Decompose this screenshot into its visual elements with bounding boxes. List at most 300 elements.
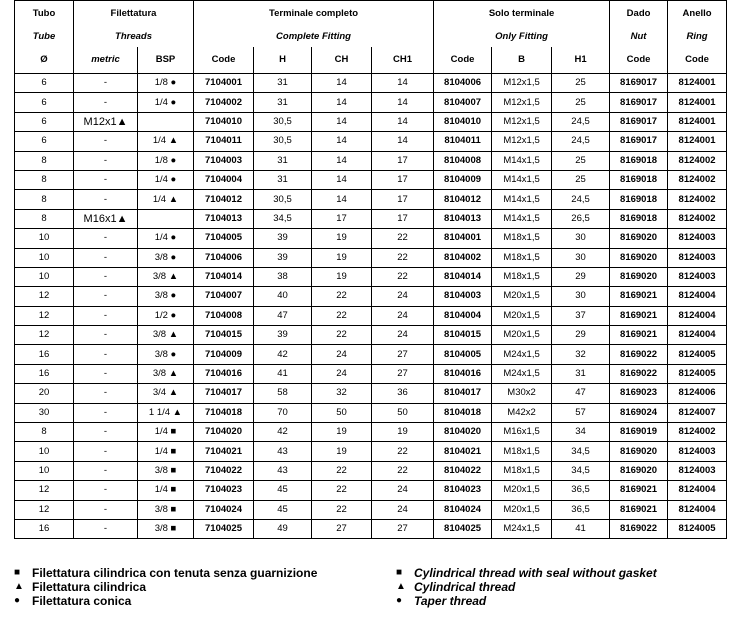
code-complete-cell: 7104004: [194, 170, 254, 189]
code-complete-cell: 7104005: [194, 229, 254, 248]
code-ring-cell: 8124001: [668, 112, 727, 131]
code-complete-cell: 7104024: [194, 500, 254, 519]
h1-cell: 36,5: [552, 500, 610, 519]
code-nut-cell: 8169020: [610, 267, 668, 286]
metric-cell: -: [74, 74, 138, 93]
circle-icon: ●: [14, 595, 21, 606]
table-row: [15, 93, 727, 112]
ch1-cell: 36: [372, 384, 434, 403]
code-nut-cell: 8169020: [610, 248, 668, 267]
bsp-cell: 3/8 ■: [138, 500, 194, 519]
ch1-cell: 24: [372, 481, 434, 500]
b-cell: M12x1,5: [492, 74, 552, 93]
code-nut-cell: 8169021: [610, 481, 668, 500]
h1-cell: 26,5: [552, 209, 610, 228]
b-cell: M42x2: [492, 403, 552, 422]
code-ring-cell: 8124003: [668, 248, 727, 267]
ch-cell: 24: [312, 345, 372, 364]
tube-cell: 30: [15, 403, 74, 422]
h1-cell: 34,5: [552, 461, 610, 480]
h1-cell: 32: [552, 345, 610, 364]
ch-cell: 14: [312, 170, 372, 189]
metric-cell: -: [74, 287, 138, 306]
code-ring-cell: 8124002: [668, 190, 727, 209]
code-nut-cell: 8169018: [610, 170, 668, 189]
metric-cell: -: [74, 500, 138, 519]
metric-cell: -: [74, 403, 138, 422]
bsp-cell: 3/4 ▲: [138, 384, 194, 403]
tube-cell: 8: [15, 209, 74, 228]
code-nut-cell: 8169021: [610, 500, 668, 519]
ch1-cell: 17: [372, 151, 434, 170]
code-complete-cell: 7104023: [194, 481, 254, 500]
ch1-cell: 27: [372, 345, 434, 364]
table-row: [15, 132, 727, 151]
bsp-cell: 3/8 ■: [138, 519, 194, 538]
code-only-cell: 8104016: [434, 364, 492, 383]
square-icon: ■: [14, 567, 21, 578]
code-complete-cell: 7104008: [194, 306, 254, 325]
h1-cell: 34: [552, 423, 610, 442]
table-row: [15, 461, 727, 480]
code-only-cell: 8104013: [434, 209, 492, 228]
metric-cell: -: [74, 248, 138, 267]
table-row: [15, 306, 727, 325]
header-ch: CH: [312, 47, 372, 74]
h1-cell: 29: [552, 326, 610, 345]
ch1-cell: 24: [372, 287, 434, 306]
code-ring-cell: 8124004: [668, 326, 727, 345]
h-cell: 31: [254, 93, 312, 112]
h-cell: 39: [254, 248, 312, 267]
b-cell: M12x1,5: [492, 93, 552, 112]
header-tube: Tube: [15, 27, 74, 47]
legend-item: [14, 580, 317, 594]
table-row: [15, 170, 727, 189]
h1-cell: 25: [552, 170, 610, 189]
code-only-cell: 8104017: [434, 384, 492, 403]
h1-cell: 57: [552, 403, 610, 422]
ch1-cell: 17: [372, 170, 434, 189]
legend-text: Filettatura cilindrica: [32, 580, 147, 594]
code-only-cell: 8104012: [434, 190, 492, 209]
ch-cell: 19: [312, 442, 372, 461]
triangle-icon: ▲: [14, 581, 24, 592]
h-cell: 47: [254, 306, 312, 325]
metric-cell: M12x1▲: [74, 112, 138, 131]
h1-cell: 30: [552, 248, 610, 267]
code-complete-cell: 7104007: [194, 287, 254, 306]
b-cell: M12x1,5: [492, 112, 552, 131]
code-nut-cell: 8169021: [610, 326, 668, 345]
code-nut-cell: 8169022: [610, 519, 668, 538]
code-ring-cell: 8124003: [668, 461, 727, 480]
code-nut-cell: 8169018: [610, 209, 668, 228]
metric-cell: -: [74, 364, 138, 383]
h-cell: 42: [254, 345, 312, 364]
legend-text: Filettatura cilindrica con tenuta senza guarnizione: [32, 566, 318, 580]
table-row: [15, 267, 727, 286]
code-complete-cell: 7104021: [194, 442, 254, 461]
code-ring-cell: 8124006: [668, 384, 727, 403]
h-cell: 43: [254, 442, 312, 461]
h-cell: 41: [254, 364, 312, 383]
table-row: [15, 500, 727, 519]
table-row: [15, 481, 727, 500]
code-nut-cell: 8169021: [610, 287, 668, 306]
code-nut-cell: 8169019: [610, 423, 668, 442]
ch-cell: 14: [312, 151, 372, 170]
tube-cell: 10: [15, 229, 74, 248]
code-complete-cell: 7104016: [194, 364, 254, 383]
code-nut-cell: 8169017: [610, 93, 668, 112]
code-only-cell: 8104020: [434, 423, 492, 442]
h1-cell: 29: [552, 267, 610, 286]
tube-cell: 8: [15, 170, 74, 189]
ch-cell: 14: [312, 112, 372, 131]
legend-italian: [14, 566, 317, 608]
ch1-cell: 50: [372, 403, 434, 422]
code-ring-cell: 8124002: [668, 209, 727, 228]
h-cell: 45: [254, 481, 312, 500]
code-ring-cell: 8124002: [668, 170, 727, 189]
legend-item: [396, 580, 657, 594]
code-complete-cell: 7104010: [194, 112, 254, 131]
h1-cell: 36,5: [552, 481, 610, 500]
header-filettatura: Filettatura: [74, 1, 194, 28]
code-ring-cell: 8124004: [668, 306, 727, 325]
tube-cell: 12: [15, 500, 74, 519]
b-cell: M20x1,5: [492, 287, 552, 306]
code-nut-cell: 8169017: [610, 132, 668, 151]
header-threads: Threads: [74, 27, 194, 47]
bsp-cell: [138, 209, 194, 228]
legend-text: Cylindrical thread: [414, 580, 516, 594]
header-b: B: [492, 47, 552, 74]
legend-item: [396, 566, 657, 580]
ch-cell: 22: [312, 481, 372, 500]
bsp-cell: 1/8 ●: [138, 151, 194, 170]
h-cell: 31: [254, 74, 312, 93]
code-ring-cell: 8124005: [668, 519, 727, 538]
code-only-cell: 8104024: [434, 500, 492, 519]
b-cell: M20x1,5: [492, 500, 552, 519]
metric-cell: -: [74, 519, 138, 538]
ch-cell: 22: [312, 287, 372, 306]
metric-cell: -: [74, 384, 138, 403]
h-cell: 40: [254, 287, 312, 306]
code-only-cell: 8104010: [434, 112, 492, 131]
table-row: [15, 345, 727, 364]
code-only-cell: 8104001: [434, 229, 492, 248]
code-nut-cell: 8169020: [610, 461, 668, 480]
metric-cell: -: [74, 423, 138, 442]
b-cell: M14x1,5: [492, 151, 552, 170]
code-ring-cell: 8124003: [668, 442, 727, 461]
header-dado: Dado: [610, 1, 668, 28]
metric-cell: -: [74, 481, 138, 500]
bsp-cell: [138, 112, 194, 131]
ch-cell: 19: [312, 423, 372, 442]
tube-cell: 6: [15, 112, 74, 131]
bsp-cell: 3/8 ▲: [138, 267, 194, 286]
code-complete-cell: 7104012: [194, 190, 254, 209]
header-ch1: CH1: [372, 47, 434, 74]
code-nut-cell: 8169024: [610, 403, 668, 422]
ch-cell: 19: [312, 248, 372, 267]
ch-cell: 22: [312, 326, 372, 345]
header-ring: Ring: [668, 27, 727, 47]
code-only-cell: 8104006: [434, 74, 492, 93]
ch-cell: 22: [312, 500, 372, 519]
h-cell: 31: [254, 170, 312, 189]
code-complete-cell: 7104017: [194, 384, 254, 403]
b-cell: M18x1,5: [492, 229, 552, 248]
b-cell: M24x1,5: [492, 519, 552, 538]
ch1-cell: 24: [372, 500, 434, 519]
header-code-complete: Code: [194, 47, 254, 74]
code-nut-cell: 8169021: [610, 306, 668, 325]
header-diameter: Ø: [15, 47, 74, 74]
ch1-cell: 24: [372, 306, 434, 325]
code-ring-cell: 8124001: [668, 74, 727, 93]
h1-cell: 24,5: [552, 132, 610, 151]
code-complete-cell: 7104001: [194, 74, 254, 93]
code-only-cell: 8104014: [434, 267, 492, 286]
header-only-fitting: Only Fitting: [434, 27, 610, 47]
h-cell: 30,5: [254, 132, 312, 151]
tube-cell: 8: [15, 151, 74, 170]
header-nut: Nut: [610, 27, 668, 47]
b-cell: M12x1,5: [492, 132, 552, 151]
bsp-cell: 1/4 ▲: [138, 132, 194, 151]
bsp-cell: 1/4 ●: [138, 170, 194, 189]
code-ring-cell: 8124004: [668, 500, 727, 519]
table-body: [15, 74, 727, 539]
b-cell: M18x1,5: [492, 442, 552, 461]
header-terminale-completo: Terminale completo: [194, 1, 434, 28]
tube-cell: 16: [15, 364, 74, 383]
ch-cell: 19: [312, 229, 372, 248]
code-complete-cell: 7104003: [194, 151, 254, 170]
header-h: H: [254, 47, 312, 74]
b-cell: M14x1,5: [492, 209, 552, 228]
table-row: [15, 384, 727, 403]
bsp-cell: 1/4 ■: [138, 442, 194, 461]
table-row: [15, 151, 727, 170]
code-complete-cell: 7104002: [194, 93, 254, 112]
code-nut-cell: 8169018: [610, 190, 668, 209]
b-cell: M14x1,5: [492, 190, 552, 209]
metric-cell: -: [74, 132, 138, 151]
tube-cell: 10: [15, 248, 74, 267]
ch1-cell: 14: [372, 112, 434, 131]
b-cell: M18x1,5: [492, 267, 552, 286]
h-cell: 30,5: [254, 190, 312, 209]
ch1-cell: 17: [372, 190, 434, 209]
b-cell: M18x1,5: [492, 461, 552, 480]
tube-cell: 10: [15, 267, 74, 286]
ch-cell: 14: [312, 74, 372, 93]
code-only-cell: 8104023: [434, 481, 492, 500]
h1-cell: 24,5: [552, 112, 610, 131]
ch1-cell: 22: [372, 442, 434, 461]
metric-cell: -: [74, 461, 138, 480]
table-row: [15, 423, 727, 442]
b-cell: M20x1,5: [492, 306, 552, 325]
table-row: [15, 209, 727, 228]
h-cell: 45: [254, 500, 312, 519]
code-only-cell: 8104018: [434, 403, 492, 422]
ch1-cell: 27: [372, 364, 434, 383]
ch-cell: 14: [312, 190, 372, 209]
code-only-cell: 8104005: [434, 345, 492, 364]
code-ring-cell: 8124002: [668, 423, 727, 442]
tube-cell: 12: [15, 481, 74, 500]
code-only-cell: 8104003: [434, 287, 492, 306]
code-only-cell: 8104002: [434, 248, 492, 267]
table-row: [15, 364, 727, 383]
fitting-spec-table: [14, 0, 727, 539]
h-cell: 42: [254, 423, 312, 442]
bsp-cell: 1 1/4 ▲: [138, 403, 194, 422]
table-row: [15, 190, 727, 209]
bsp-cell: 1/4 ●: [138, 93, 194, 112]
legend-item: [14, 566, 317, 580]
metric-cell: -: [74, 190, 138, 209]
header-code-nut: Code: [610, 47, 668, 74]
h-cell: 34,5: [254, 209, 312, 228]
h1-cell: 31: [552, 364, 610, 383]
code-ring-cell: 8124004: [668, 481, 727, 500]
header-bsp: BSP: [138, 47, 194, 74]
h-cell: 70: [254, 403, 312, 422]
ch-cell: 24: [312, 364, 372, 383]
ch1-cell: 22: [372, 229, 434, 248]
ch-cell: 14: [312, 132, 372, 151]
code-ring-cell: 8124005: [668, 345, 727, 364]
header-code-only: Code: [434, 47, 492, 74]
code-complete-cell: 7104022: [194, 461, 254, 480]
code-only-cell: 8104007: [434, 93, 492, 112]
h1-cell: 41: [552, 519, 610, 538]
tube-cell: 10: [15, 442, 74, 461]
b-cell: M14x1,5: [492, 170, 552, 189]
code-only-cell: 8104008: [434, 151, 492, 170]
code-complete-cell: 7104025: [194, 519, 254, 538]
ch-cell: 17: [312, 209, 372, 228]
code-nut-cell: 8169017: [610, 74, 668, 93]
table-row: [15, 326, 727, 345]
bsp-cell: 3/8 ●: [138, 345, 194, 364]
code-nut-cell: 8169022: [610, 345, 668, 364]
ch1-cell: 14: [372, 132, 434, 151]
b-cell: M20x1,5: [492, 481, 552, 500]
code-only-cell: 8104011: [434, 132, 492, 151]
tube-cell: 10: [15, 461, 74, 480]
header-complete-fitting: Complete Fitting: [194, 27, 434, 47]
bsp-cell: 3/8 ●: [138, 248, 194, 267]
header-h1: H1: [552, 47, 610, 74]
metric-cell: M16x1▲: [74, 209, 138, 228]
ch-cell: 14: [312, 93, 372, 112]
b-cell: M16x1,5: [492, 423, 552, 442]
code-ring-cell: 8124007: [668, 403, 727, 422]
table-row: [15, 248, 727, 267]
metric-cell: -: [74, 93, 138, 112]
bsp-cell: 1/4 ●: [138, 229, 194, 248]
ch1-cell: 14: [372, 74, 434, 93]
ch-cell: 32: [312, 384, 372, 403]
code-nut-cell: 8169020: [610, 229, 668, 248]
h-cell: 30,5: [254, 112, 312, 131]
code-only-cell: 8104004: [434, 306, 492, 325]
tube-cell: 6: [15, 132, 74, 151]
tube-cell: 6: [15, 74, 74, 93]
code-only-cell: 8104022: [434, 461, 492, 480]
h1-cell: 37: [552, 306, 610, 325]
h-cell: 43: [254, 461, 312, 480]
code-ring-cell: 8124002: [668, 151, 727, 170]
code-complete-cell: 7104018: [194, 403, 254, 422]
b-cell: M20x1,5: [492, 326, 552, 345]
code-ring-cell: 8124003: [668, 229, 727, 248]
bsp-cell: 1/4 ▲: [138, 190, 194, 209]
metric-cell: -: [74, 170, 138, 189]
table-row: [15, 519, 727, 538]
header-anello: Anello: [668, 1, 727, 28]
code-complete-cell: 7104009: [194, 345, 254, 364]
tube-cell: 16: [15, 519, 74, 538]
table-row: [15, 442, 727, 461]
h1-cell: 30: [552, 229, 610, 248]
table-row: [15, 287, 727, 306]
ch-cell: 19: [312, 267, 372, 286]
metric-cell: -: [74, 229, 138, 248]
ch1-cell: 24: [372, 326, 434, 345]
b-cell: M18x1,5: [492, 248, 552, 267]
bsp-cell: 1/2 ●: [138, 306, 194, 325]
bsp-cell: 3/8 ▲: [138, 326, 194, 345]
code-ring-cell: 8124003: [668, 267, 727, 286]
table-row: [15, 112, 727, 131]
ch-cell: 22: [312, 306, 372, 325]
code-nut-cell: 8169018: [610, 151, 668, 170]
code-complete-cell: 7104020: [194, 423, 254, 442]
metric-cell: -: [74, 267, 138, 286]
metric-cell: -: [74, 306, 138, 325]
ch1-cell: 22: [372, 248, 434, 267]
h-cell: 38: [254, 267, 312, 286]
square-icon: ■: [396, 567, 403, 578]
bsp-cell: 1/4 ■: [138, 481, 194, 500]
code-only-cell: 8104015: [434, 326, 492, 345]
bsp-cell: 1/8 ●: [138, 74, 194, 93]
ch1-cell: 14: [372, 93, 434, 112]
header-metric: metric: [74, 47, 138, 74]
ch1-cell: 27: [372, 519, 434, 538]
metric-cell: -: [74, 442, 138, 461]
legend-text: Filettatura conica: [32, 594, 132, 608]
ch1-cell: 22: [372, 267, 434, 286]
code-only-cell: 8104009: [434, 170, 492, 189]
legend-text: Cylindrical thread with seal without gasket: [414, 566, 657, 580]
code-nut-cell: 8169017: [610, 112, 668, 131]
ch1-cell: 17: [372, 209, 434, 228]
h1-cell: 47: [552, 384, 610, 403]
header-solo-terminale: Solo terminale: [434, 1, 610, 28]
table-row: [15, 229, 727, 248]
